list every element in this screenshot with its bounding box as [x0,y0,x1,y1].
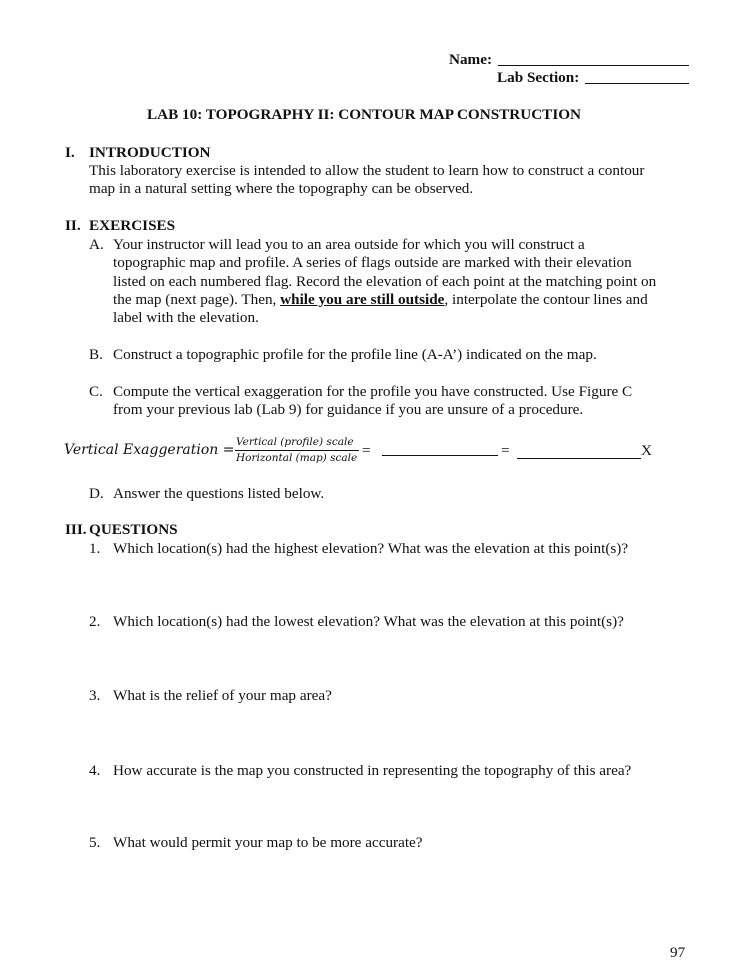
exercise-b-letter: B. [89,346,103,363]
question-number: 2. [89,613,101,630]
section-heading-intro: INTRODUCTION [89,144,211,161]
question-number: 1. [89,540,101,557]
exercise-a-letter: A. [89,236,104,253]
question-number: 5. [89,834,101,851]
question-text: Which location(s) had the lowest elevation? What was the elevation at this point(s)? [113,613,624,630]
exercise-c-line-1: Compute the vertical exaggeration for the profile you have constructed. Use Figure C [113,383,633,400]
exercise-b-text: Construct a topographic profile for the profile line (A-A’) indicated on the map. [113,346,597,363]
exercise-c-letter: C. [89,383,103,400]
formula-equals-2: = [501,442,510,459]
question-text: What is the relief of your map area? [113,687,332,704]
page-title: LAB 10: TOPOGRAPHY II: CONTOUR MAP CONSTRUCTION [147,106,582,123]
exercise-a-line-4-post: , interpolate the contour lines and [444,291,648,308]
exercise-a-line-1: Your instructor will lead you to an area outside for which you will construct a [113,236,585,253]
exercise-a-line-4-pre: the map (next page). Then, [113,291,281,308]
exaggeration-answer-field[interactable] [517,458,641,459]
exercise-d-letter: D. [89,485,104,502]
intro-line-2: map in a natural setting where the topography can be observed. [89,180,474,197]
question-text: Which location(s) had the highest elevation? What was the elevation at this point(s)? [113,540,629,557]
exercise-a-line-5: label with the elevation. [113,309,259,326]
question-number: 4. [89,762,101,779]
name-label: Name: [449,51,493,68]
fraction-bar [235,450,359,451]
section-heading-exercises: EXERCISES [89,217,176,234]
section-number-exercises: II. [65,217,81,234]
formula-denominator: Horizontal (map) scale [236,452,358,464]
page-number: 97 [670,944,686,961]
lab-section-field[interactable] [585,83,689,84]
section-number-questions: III. [65,521,87,538]
exercise-a-emphasis: while you are still outside [280,291,445,308]
exercise-a-line-2: topographic map and profile. A series of flags outside are marked with their elevation [113,254,632,271]
lab-section-label: Lab Section: [497,69,580,86]
exercise-d-text: Answer the questions listed below. [113,485,325,502]
exercise-c-line-2: from your previous lab (Lab 9) for guidance if you are unsure of a procedure. [113,401,584,418]
name-field[interactable] [498,65,689,66]
formula-lhs: Vertical Exaggeration = [64,442,235,458]
question-text: How accurate is the map you constructed in representing the topography of this area? [113,762,632,779]
question-number: 3. [89,687,101,704]
exercise-a-line-4 [113,291,648,309]
formula-equals-1: = [362,442,371,459]
section-number-intro: I. [65,144,75,161]
formula-suffix: X [641,442,652,459]
question-text: What would permit your map to be more accurate? [113,834,423,851]
formula-numerator: Vertical (profile) scale [236,436,354,448]
exercise-a-line-3: listed on each numbered flag. Record the elevation of each point at the matching point on [113,273,657,290]
ratio-answer-field[interactable] [382,455,498,456]
section-heading-questions: QUESTIONS [89,521,178,538]
intro-line-1: This laboratory exercise is intended to allow the student to learn how to construct a contour [89,162,645,179]
